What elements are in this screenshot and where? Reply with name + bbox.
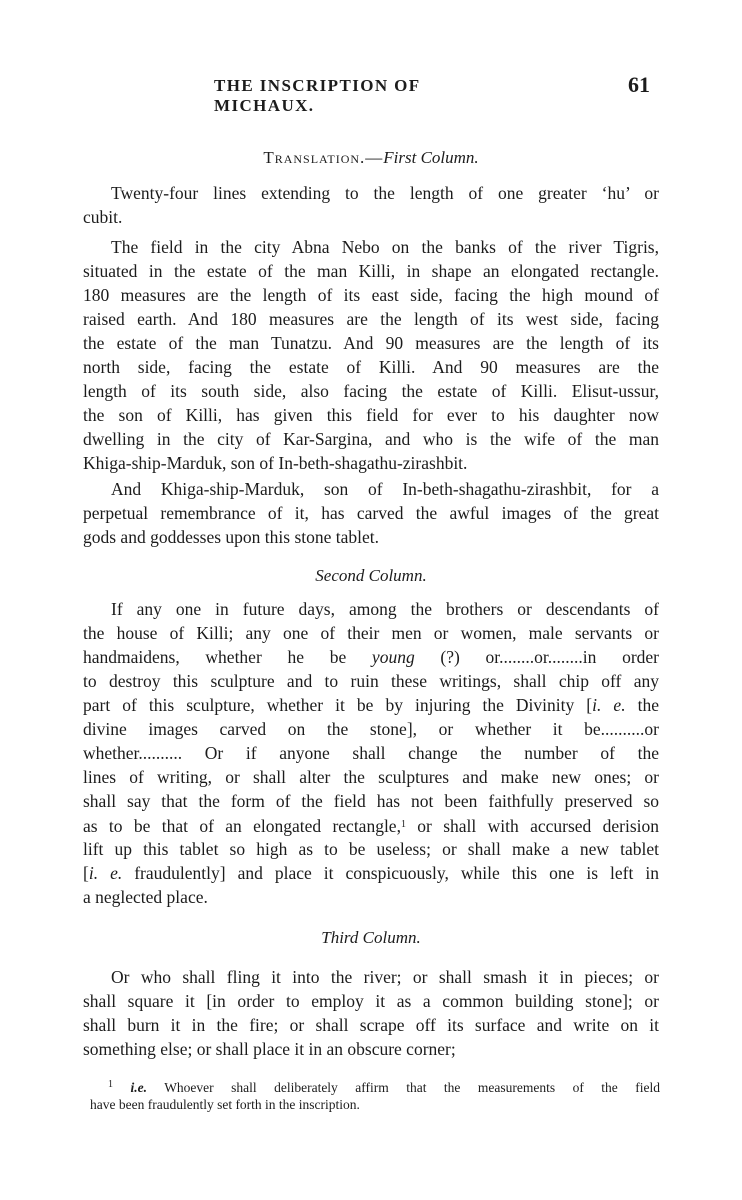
text-line: dwelling in the city of Kar-Sargina, and who is the wife of the man [83, 429, 659, 449]
text-line: shall burn it in the fire; or shall scrape off its surface and write on it [83, 1015, 659, 1035]
text-line [83, 694, 659, 716]
footnote-line [108, 1076, 660, 1097]
text-line: the estate of the man Tunatzu. And 90 measures are the length of its [83, 333, 659, 353]
text-line: lines of writing, or shall alter the sculptures and make new ones; or [83, 767, 659, 787]
text-line: divine images carved on the stone], or whether it be..........or [83, 719, 659, 739]
text-line: The field in the city Abna Nebo on the banks of the river Tigris, [111, 237, 659, 257]
text-line: something else; or shall place it in an obscure corner; [83, 1039, 456, 1059]
text-line: perpetual remembrance of it, has carved the awful images of the great [83, 503, 659, 523]
footnote-text: Whoever shall deliberately affirm that the measurements of the field [146, 1080, 660, 1095]
italic-abbrev: i. e. [592, 695, 626, 715]
text-line: Or who shall fling it into the river; or shall smash it in pieces; or [111, 967, 659, 987]
text-line: the son of Killi, has given this field for ever to his daughter now [83, 405, 659, 425]
text-line: Twenty-four lines extending to the length of one greater ‘hu’ or [111, 183, 659, 203]
text-segment: part of this sculpture, whether it be by injuring the Divinity [ [83, 695, 593, 715]
text-line: length of its south side, also facing the estate of Killi. Elisut-ussur, [83, 381, 659, 401]
text-line [83, 862, 659, 884]
italic-word: young [371, 647, 415, 667]
footnote-reference[interactable]: 1 [400, 819, 406, 830]
italic-abbrev: i. e. [88, 863, 123, 883]
second-column-heading: Second Column. [315, 566, 427, 585]
translation-label: Translation.— [263, 148, 384, 167]
running-title: THE INSCRIPTION OF MICHAUX. [214, 76, 420, 115]
text-segment: the [625, 695, 660, 715]
text-line: Khiga-ship-Marduk, son of In-beth-shagathu-zirashbit. [83, 453, 468, 473]
text-line: cubit. [83, 207, 123, 227]
text-line: lift up this tablet so high as to be useless; or shall make a new tablet [83, 839, 659, 859]
text-segment: [ [83, 863, 89, 883]
text-line: situated in the estate of the man Killi, in shape an elongated rectangle. [83, 261, 659, 281]
first-column-title: First Column. [383, 148, 479, 167]
text-line: And Khiga-ship-Marduk, son of In-beth-shagathu-zirashbit, for a [111, 479, 659, 499]
text-line: a neglected place. [83, 887, 208, 907]
text-line: shall say that the form of the field has not been faithfully preserved so [83, 791, 659, 811]
text-line: shall square it [in order to employ it as a common building stone]; or [83, 991, 659, 1011]
footnote-marker: 1 [108, 1079, 113, 1090]
text-line [83, 814, 659, 837]
text-segment: (?) or........or........in order [440, 647, 659, 667]
footnote-abbrev: i.e. [130, 1080, 147, 1095]
third-column-heading: Third Column. [321, 928, 421, 947]
text-segment: as to be that of an elongated rectangle, [83, 816, 401, 836]
footnote-line: have been fraudulently set forth in the inscription. [90, 1097, 360, 1112]
text-line: north side, facing the estate of Killi. And 90 measures are the [83, 357, 659, 377]
text-line: whether.......... Or if anyone shall change the number of the [83, 743, 659, 763]
page-number: 61 [628, 72, 650, 97]
first-column-heading [0, 148, 742, 168]
text-line: raised earth. And 180 measures are the length of its west side, facing [83, 309, 659, 329]
text-line: to destroy this sculpture and to ruin these writings, shall chip off any [83, 671, 659, 691]
text-segment: or shall with accursed derision [405, 816, 660, 836]
text-line: the house of Killi; any one of their men or women, male servants or [83, 623, 659, 643]
text-line: gods and goddesses upon this stone tablet. [83, 527, 380, 547]
text-segment: handmaidens, whether he be [83, 647, 347, 667]
text-line: 180 measures are the length of its east side, facing the high mound of [83, 285, 659, 305]
text-line: If any one in future days, among the brothers or descendants of [111, 599, 659, 619]
text-segment: fraudulently] and place it conspicuously, while this one is left in [122, 863, 659, 883]
text-line [83, 646, 659, 668]
